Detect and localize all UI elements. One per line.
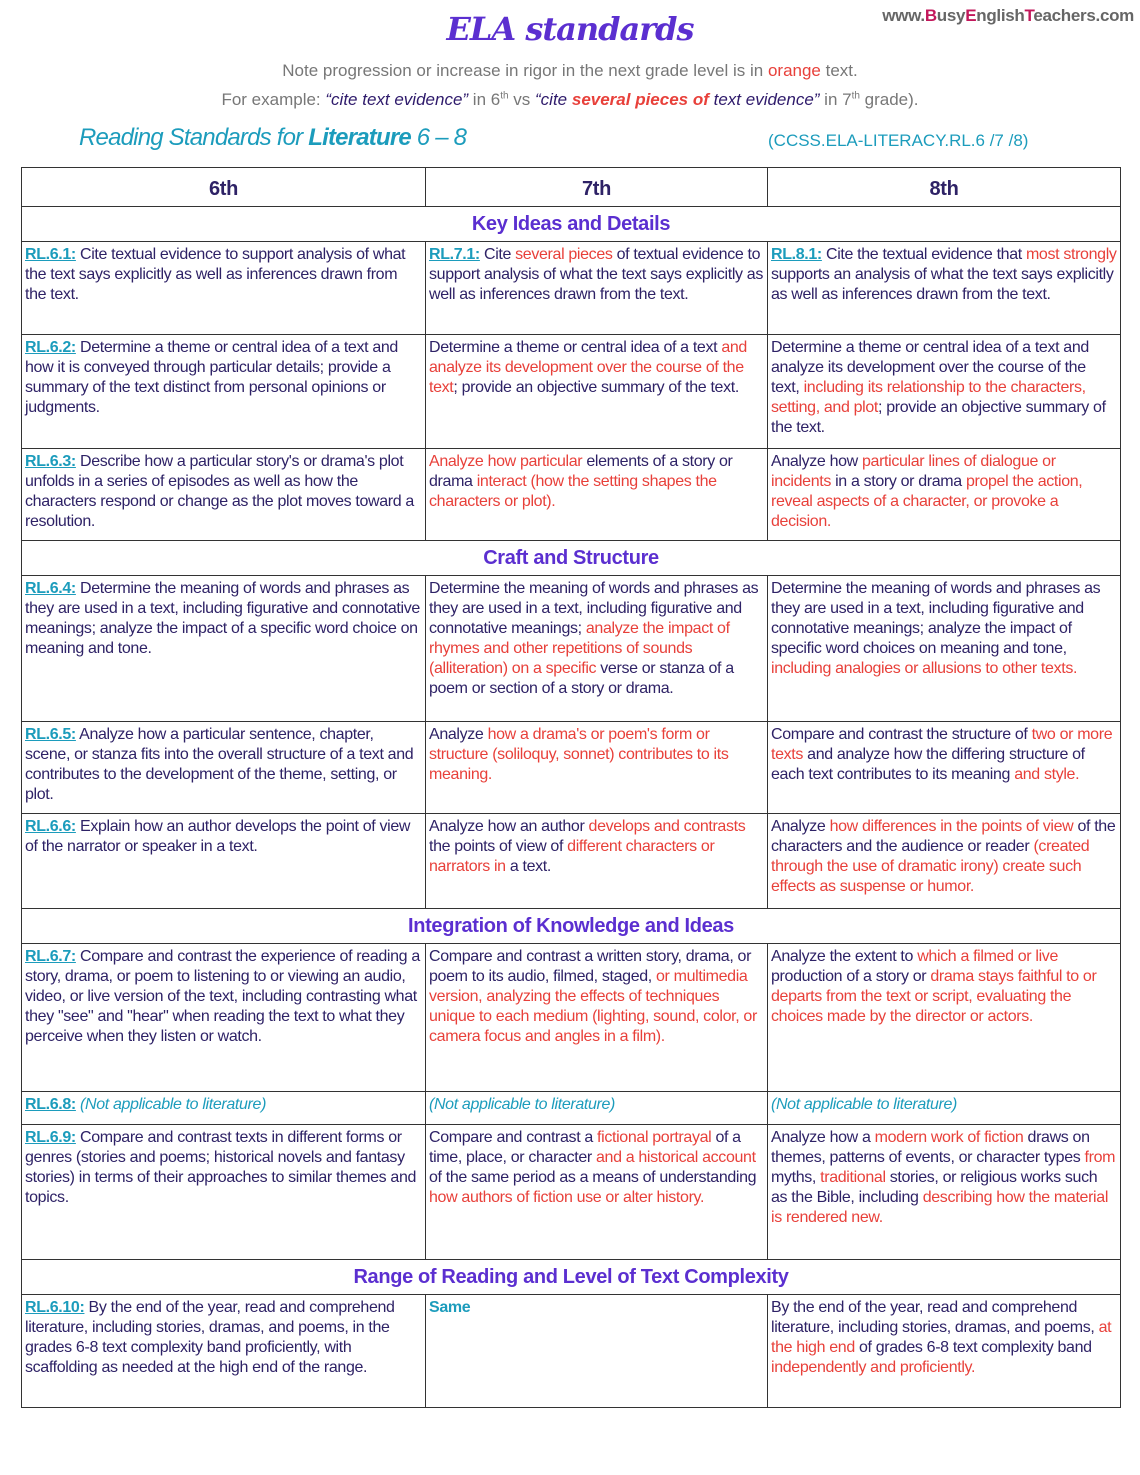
standard-text: verse or stanza of a poem or section of a story or drama. (429, 660, 734, 697)
subtitle-text: 6 – 8 (410, 124, 467, 151)
rigor-increase-text: independently and proficiently. (771, 1359, 976, 1376)
standard-text: myths, (771, 1169, 821, 1186)
rigor-increase-text: (how the setting shapes the characters or plot). (429, 473, 717, 510)
rigor-increase-text: analyze the impact of rhymes and other repetitions of sounds (alliteration) on a specific (429, 620, 730, 677)
rigor-increase-text: including its relationship to the characters, setting, and plot (771, 379, 1086, 416)
table-cell (768, 449, 1121, 541)
standard-text: By the end of the year, read and comprehend literature, including stories, dramas, and poems, (771, 1299, 1099, 1336)
table-row (22, 335, 1121, 449)
rigor-increase-text: most strongly (1025, 246, 1117, 263)
section-row (22, 1260, 1121, 1295)
standard-text: Cite textual evidence to support analysis of what the text says explicitly as well as inferences drawn from the text. (25, 246, 406, 303)
table-cell (426, 1092, 768, 1125)
standard-text: elements of a story or drama (429, 453, 733, 490)
rigor-increase-text: (created through the use of dramatic irony) create such effects as suspense or humor. (771, 838, 1090, 895)
table-cell (768, 1125, 1121, 1260)
standard-text: Compare and contrast the experience of reading a story, drama, or poem to listening to or viewing an audio, video, or live version of the text, including contrasting what they "see" and "hear" when reading the text to what they perceive when they listen or watch. (25, 948, 420, 1045)
standard-text: of grades 6-8 text complexity band (854, 1339, 1092, 1356)
example-quote: “cite text evidence” (325, 90, 469, 109)
note-text: vs (508, 90, 536, 109)
section-subtitle (79, 124, 466, 152)
site-part: B (924, 6, 937, 25)
section-row (22, 541, 1121, 576)
rigor-increase-text: including analogies or allusions to other texts. (771, 660, 1078, 677)
standard-text: Analyze how an author (429, 818, 589, 835)
table-cell (768, 335, 1121, 449)
table-row (22, 1125, 1121, 1260)
not-applicable-note: (Not applicable to literature) (80, 1096, 267, 1113)
standard-text: Compare and contrast a written story, drama, or poem to its audio, filmed, staged, (429, 948, 752, 985)
standard-text: Compare and contrast texts in different forms or genres (stories and poems; historical novels and fantasy stories) in terms of their approaches to similar themes and topics. (25, 1129, 417, 1206)
site-part: nglish (976, 6, 1025, 25)
standard-text: stories, or religious works such as the Bible, including (771, 1169, 1098, 1206)
table-cell (22, 576, 426, 722)
standard-text: ; provide an objective summary of the text. (771, 399, 1106, 436)
standard-code-link[interactable]: RL.6.9: (25, 1129, 76, 1146)
standard-text: Compare and contrast a (429, 1129, 598, 1146)
rigor-increase-text: from (1084, 1149, 1116, 1166)
note-text: Note progression or increase in rigor in the next grade level is in (282, 61, 768, 80)
standard-text: the points of view of (429, 838, 568, 855)
ccss-code: (CCSS.ELA-LITERACY.RL.6 /7 /8) (768, 131, 1029, 150)
rigor-increase-text: describing how the material is rendered new. (771, 1189, 1109, 1226)
table-row (22, 722, 1121, 814)
standard-text: Analyze the extent to (771, 948, 918, 965)
rigor-increase-text: or multimedia version, analyzing the effects of techniques unique to each medium (lighting, sound, color, or camera focus and angles in a film). (429, 968, 757, 1045)
note-text: in 7 (819, 90, 852, 109)
standard-text: Analyze how a particular sentence, chapter, scene, or stanza fits into the overall structure of a text and contributes to the development of the theme, setting, or plot. (25, 726, 414, 803)
section-row (22, 207, 1121, 242)
section-title: Integration of Knowledge and Ideas (22, 909, 1121, 944)
table-cell (22, 1092, 426, 1125)
standard-code-link[interactable]: RL.6.1: (25, 246, 76, 263)
standard-text: draws on themes, patterns of events, or character types (771, 1129, 1090, 1166)
standard-code-link[interactable]: RL.6.2: (25, 339, 76, 356)
table-cell (768, 242, 1121, 335)
standard-text: Determine the meaning of words and phrases as they are used in a text, including figurative and connotative meanings; analyze the impact of specific word choices on meaning and tone, (771, 580, 1101, 657)
rigor-increase-text: different characters or narrators in (429, 838, 715, 875)
site-part: usy (936, 6, 966, 25)
standard-text: of the same period as a means of understanding (429, 1169, 757, 1186)
table-cell (426, 944, 768, 1092)
section-title: Range of Reading and Level of Text Complexity (22, 1260, 1121, 1295)
standard-code-link[interactable]: RL.6.10: (25, 1299, 85, 1316)
standard-code-link[interactable]: RL.6.5: (25, 726, 76, 743)
note-line-1 (0, 61, 1140, 81)
rigor-increase-text: fictional portrayal (597, 1129, 712, 1146)
standard-code-link[interactable]: RL.6.7: (25, 948, 76, 965)
table-row (22, 242, 1121, 335)
example-orange: several pieces of (571, 90, 709, 109)
standard-text: Cite (479, 246, 516, 263)
site-part: eachers.com (1033, 6, 1134, 25)
table-cell (22, 814, 426, 909)
note-text: text. (820, 61, 858, 80)
standard-text: Determine the meaning of words and phrases as they are used in a text, including figurative and connotative meanings; (429, 580, 759, 637)
standard-text: a text. (505, 858, 551, 875)
standard-text: Determine a theme or central idea of a text and analyze its development over the course of the text, (771, 339, 1089, 396)
standard-text: Analyze (429, 726, 488, 743)
rigor-increase-text: traditional (820, 1169, 886, 1186)
standard-text: in a story or drama (831, 473, 966, 490)
not-applicable-note: (Not applicable to literature) (771, 1096, 958, 1113)
subtitle-text: Reading Standards for (79, 124, 309, 151)
table-row (22, 814, 1121, 909)
not-applicable-note: (Not applicable to literature) (429, 1096, 616, 1113)
standard-text: Cite the textual evidence that (821, 246, 1026, 263)
table-cell (426, 576, 768, 722)
sup: th (500, 90, 509, 102)
rigor-increase-text: which a filmed or live (917, 948, 1058, 965)
page-title: ELA standards (446, 10, 694, 48)
note-line-2 (0, 90, 1140, 110)
sup: th (851, 90, 860, 102)
standard-text: By the end of the year, read and comprehend literature, including stories, dramas, and poems, in the grades 6-8 text complexity band proficiently, with scaffolding as needed at the high end of the range. (25, 1299, 395, 1376)
table-row (22, 449, 1121, 541)
header-row (22, 168, 1121, 207)
rigor-increase-text: how differences in the points of view (829, 818, 1074, 835)
section-title: Craft and Structure (22, 541, 1121, 576)
standard-text: and analyze how the differing structure of each text contributes to its meaning (771, 746, 1085, 783)
standard-text: Compare and contrast the structure of (771, 726, 1032, 743)
rigor-increase-text: how authors of fiction use or alter history. (429, 1189, 705, 1206)
table-cell (426, 335, 768, 449)
standard-text: Explain how an author develops the point of view of the narrator or speaker in a text. (25, 818, 411, 855)
note-text: grade). (859, 90, 919, 109)
subtitle-bold: Literature (308, 124, 411, 151)
rigor-increase-text: modern work of fiction (874, 1129, 1024, 1146)
rigor-increase-text: several pieces (515, 246, 613, 263)
rigor-increase-text: and a historical account (595, 1149, 756, 1166)
table-row (22, 944, 1121, 1092)
standard-text: Determine the meaning of words and phrases as they are used in a text, including figurative and connotative meanings; analyze the impact of a specific word choice on meaning and tone. (25, 580, 420, 657)
standard-code-link[interactable]: RL.7.1: (429, 246, 480, 263)
table-cell (426, 1295, 768, 1408)
table-cell (22, 449, 426, 541)
rigor-increase-text: at the high end (771, 1319, 1112, 1356)
standard-text: production of a story or (771, 968, 931, 985)
standard-code-link[interactable]: RL.6.8: (25, 1096, 76, 1113)
standard-code-link[interactable]: RL.6.6: (25, 818, 76, 835)
table-cell (768, 722, 1121, 814)
site-part: www. (882, 6, 925, 25)
note-orange: orange (767, 61, 821, 80)
table-cell (768, 1295, 1121, 1408)
section-row (22, 909, 1121, 944)
table-cell (768, 576, 1121, 722)
section-title: Key Ideas and Details (22, 207, 1121, 242)
rigor-increase-text: and style. (1014, 766, 1080, 783)
rigor-increase-text: develops and contrasts (588, 818, 746, 835)
standard-text: Analyze how a (771, 1129, 875, 1146)
same-note: Same (429, 1299, 471, 1316)
note-text: For example: (221, 90, 326, 109)
standard-code-link[interactable]: RL.6.4: (25, 580, 76, 597)
table-cell (426, 814, 768, 909)
standard-text: ; provide an objective summary of the text. (453, 379, 739, 396)
rigor-increase-text: propel the action, reveal aspects of a character, or provoke a decision. (771, 473, 1083, 530)
rigor-increase-text: drama stays faithful to or departs from the text or script, evaluating the choices made by the director or actors. (771, 968, 1097, 1025)
rigor-increase-text: two or more texts (771, 726, 1113, 763)
table-cell (22, 944, 426, 1092)
column-header: 8th (768, 168, 1121, 207)
table-cell (22, 722, 426, 814)
standard-text: of textual evidence to support analysis of what the text says explicitly as well as inferences drawn from the text. (429, 246, 763, 303)
table-row (22, 1092, 1121, 1125)
standard-text: Describe how a particular story's or drama's plot unfolds in a series of episodes as well as how the characters respond or change as the plot moves toward a resolution. (25, 453, 414, 530)
standard-text: Analyze how (771, 453, 862, 470)
rigor-increase-text: interact (476, 473, 527, 490)
table-cell (22, 1295, 426, 1408)
example-quote: text evidence” (708, 90, 820, 109)
table-cell (426, 242, 768, 335)
table-cell (426, 449, 768, 541)
site-part: E (965, 6, 977, 25)
standard-text: Determine a theme or central idea of a text and how it is conveyed through particular details; provide a summary of the text distinct from personal opinions or judgments. (25, 339, 398, 416)
standards-table (21, 167, 1121, 1408)
table-cell (426, 1125, 768, 1260)
standard-code-link[interactable]: RL.8.1: (771, 246, 822, 263)
table-cell (768, 944, 1121, 1092)
standard-text: of a time, place, or character (429, 1129, 741, 1166)
table-cell (22, 242, 426, 335)
table-cell (768, 814, 1121, 909)
table-cell (426, 722, 768, 814)
example-quote: “cite (535, 90, 572, 109)
rigor-increase-text: how a drama's or poem's form or structure (soliloquy, sonnet) contributes to its meaning. (429, 726, 729, 783)
table-row (22, 1295, 1121, 1408)
table-row (22, 576, 1121, 722)
note-text: in 6 (468, 90, 501, 109)
standard-code-link[interactable]: RL.6.3: (25, 453, 76, 470)
rigor-increase-text: particular lines of dialogue or incidents (771, 453, 1056, 490)
rigor-increase-text: Analyze how particular (429, 453, 583, 470)
column-header: 6th (22, 168, 426, 207)
column-header: 7th (426, 168, 768, 207)
site-part: T (1024, 6, 1034, 25)
standard-text: supports an analysis of what the text says explicitly as well as inferences drawn from the text. (771, 266, 1114, 303)
standard-text: of the characters and the audience or reader (771, 818, 1116, 855)
table-cell (768, 1092, 1121, 1125)
standard-text: Determine a theme or central idea of a text (429, 339, 722, 356)
rigor-increase-text: and analyze its development over the course of the text (429, 339, 747, 396)
standard-text: Analyze (771, 818, 830, 835)
table-cell (22, 335, 426, 449)
table-cell (22, 1125, 426, 1260)
